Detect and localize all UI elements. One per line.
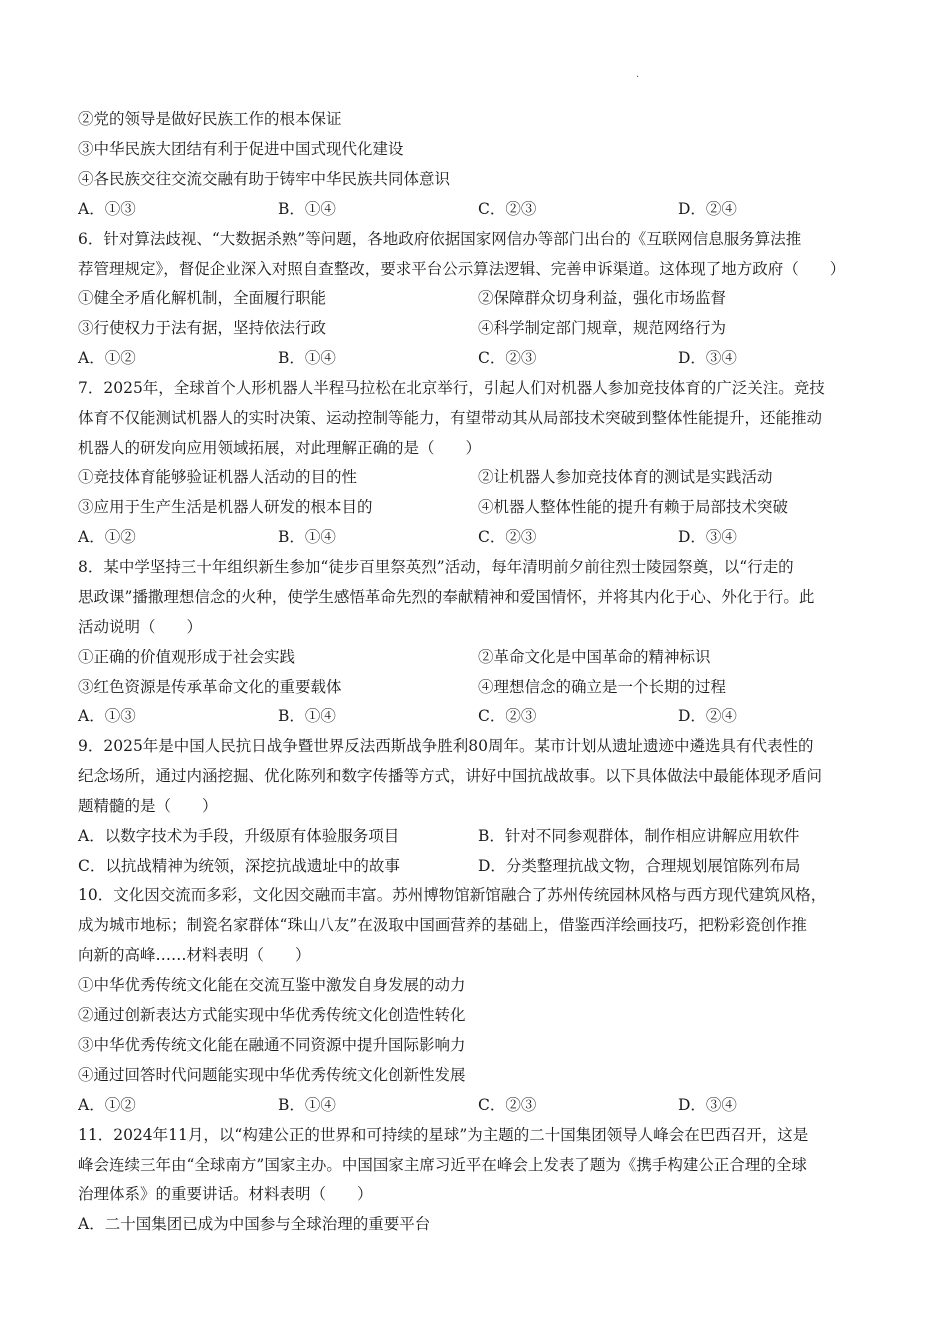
q6-option-c: C．②③ xyxy=(478,349,537,367)
q10-stem-line-3: 向新的高峰……材料表明（ ） xyxy=(78,946,311,964)
q10-option-c: C．②③ xyxy=(478,1096,537,1114)
q7-statement-4: ④机器人整体性能的提升有赖于局部技术突破 xyxy=(478,498,789,516)
q10-stem-line-1: 10．文化因交流而多彩，文化因交融而丰富。苏州博物馆新馆融合了苏州传统园林风格与西方现代建筑风格， xyxy=(78,886,827,904)
q10-statement-3: ③中华优秀传统文化能在融通不同资源中提升国际影响力 xyxy=(78,1036,466,1054)
q11-stem-line-3: 治理体系》的重要讲话。材料表明（ ） xyxy=(78,1185,373,1203)
q10-option-d: D．③④ xyxy=(678,1096,737,1114)
q7-stem-line-3: 机器人的研发向应用领域拓展，对此理解正确的是（ ） xyxy=(78,439,482,457)
q9-stem-line-2: 纪念场所，通过内涵挖掘、优化陈列和数字传播等方式，讲好中国抗战故事。以下具体做法中最能体现矛盾问 xyxy=(78,767,823,785)
q9-choice-d: D．分类整理抗战文物，合理规划展馆陈列布局 xyxy=(478,857,801,875)
q10-statement-1: ①中华优秀传统文化能在交流互鉴中激发自身发展的动力 xyxy=(78,976,466,994)
q8-option-a: A．①③ xyxy=(78,707,136,725)
q11-stem-line-1: 11．2024年11月，以“构建公正的世界和可持续的星球”为主题的二十国集团领导人峰会在巴西召开，这是 xyxy=(78,1126,809,1144)
q5-option-d: D．②④ xyxy=(678,200,737,218)
q11-choice-a: A．二十国集团已成为中国参与全球治理的重要平台 xyxy=(78,1215,431,1233)
q6-statement-4: ④科学制定部门规章，规范网络行为 xyxy=(478,319,727,337)
q10-option-a: A．①② xyxy=(78,1096,136,1114)
q9-choice-b: B．针对不同参观群体，制作相应讲解应用软件 xyxy=(478,827,800,845)
q8-statement-4: ④理想信念的确立是一个长期的过程 xyxy=(478,678,727,696)
q10-stem-line-2: 成为城市地标；制瓷名家群体“珠山八友”在汲取中国画营养的基础上，借鉴西洋绘画技巧，把粉彩瓷创作推 xyxy=(78,916,807,934)
q6-statement-1: ①健全矛盾化解机制，全面履行职能 xyxy=(78,289,327,307)
q7-statement-2: ②让机器人参加竞技体育的测试是实践活动 xyxy=(478,468,773,486)
header-mark: · xyxy=(636,72,640,83)
q10-statement-2: ②通过创新表达方式能实现中华优秀传统文化创造性转化 xyxy=(78,1006,466,1024)
q8-stem-line-2: 思政课”播撒理想信念的火种，使学生感悟革命先烈的奉献精神和爱国情怀，并将其内化于心、外化于行。此 xyxy=(78,588,815,606)
q11-stem-line-2: 峰会连续三年由“全球南方”国家主办。中国国家主席习近平在峰会上发表了题为《携手构建公正合理的全球 xyxy=(78,1156,807,1174)
q9-stem-line-3: 题精髓的是（ ） xyxy=(78,797,218,815)
q6-option-a: A．①② xyxy=(78,349,136,367)
q8-stem-line-3: 活动说明（ ） xyxy=(78,618,203,636)
q6-option-d: D．③④ xyxy=(678,349,737,367)
q8-option-d: D．②④ xyxy=(678,707,737,725)
q6-stem-line-1: 6．针对算法歧视、“大数据杀熟”等问题，各地政府依据国家网信办等部门出台的《互联网信息服务算法推 xyxy=(78,230,802,248)
q6-stem-line-2: 荐管理规定》，督促企业深入对照自查整改，要求平台公示算法逻辑、完善申诉渠道。这体现了地方政府（ ） xyxy=(78,260,846,278)
q5-option-a: A．①③ xyxy=(78,200,136,218)
q7-option-c: C．②③ xyxy=(478,528,537,546)
q5-statement-3: ③中华民族大团结有利于促进中国式现代化建设 xyxy=(78,140,404,158)
q7-stem-line-1: 7．2025年，全球首个人形机器人半程马拉松在北京举行，引起人们对机器人参加竞技体育的广泛关注。竞技 xyxy=(78,379,825,397)
q10-option-b: B．①④ xyxy=(278,1096,336,1114)
q7-option-a: A．①② xyxy=(78,528,136,546)
q8-statement-2: ②革命文化是中国革命的精神标识 xyxy=(478,648,711,666)
q6-option-b: B．①④ xyxy=(278,349,336,367)
q7-stem-line-2: 体育不仅能测试机器人的实时决策、运动控制等能力，有望带动其从局部技术突破到整体性能提升，还能推动 xyxy=(78,409,823,427)
q7-option-d: D．③④ xyxy=(678,528,737,546)
q6-statement-2: ②保障群众切身利益，强化市场监督 xyxy=(478,289,727,307)
q8-stem-line-1: 8．某中学坚持三十年组织新生参加“徒步百里祭英烈”活动，每年清明前夕前往烈士陵园祭奠，以“行走的 xyxy=(78,558,794,576)
q8-statement-1: ①正确的价值观形成于社会实践 xyxy=(78,648,296,666)
q8-statement-3: ③红色资源是传承革命文化的重要载体 xyxy=(78,678,342,696)
q7-statement-1: ①竞技体育能够验证机器人活动的目的性 xyxy=(78,468,358,486)
q6-statement-3: ③行使权力于法有据，坚持依法行政 xyxy=(78,319,327,337)
q8-option-c: C．②③ xyxy=(478,707,537,725)
q9-choice-c: C．以抗战精神为统领，深挖抗战遗址中的故事 xyxy=(78,857,400,875)
q8-option-b: B．①④ xyxy=(278,707,336,725)
q5-statement-4: ④各民族交往交流交融有助于铸牢中华民族共同体意识 xyxy=(78,170,451,188)
q9-choice-a: A．以数字技术为手段，升级原有体验服务项目 xyxy=(78,827,400,845)
q5-option-c: C．②③ xyxy=(478,200,537,218)
q10-statement-4: ④通过回答时代问题能实现中华优秀传统文化创新性发展 xyxy=(78,1066,466,1084)
q5-option-b: B．①④ xyxy=(278,200,336,218)
q7-statement-3: ③应用于生产生活是机器人研发的根本目的 xyxy=(78,498,373,516)
q7-option-b: B．①④ xyxy=(278,528,336,546)
q9-stem-line-1: 9．2025年是中国人民抗日战争暨世界反法西斯战争胜利80周年。某市计划从遗址遗迹中遴选具有代表性的 xyxy=(78,737,814,755)
q5-statement-2: ②党的领导是做好民族工作的根本保证 xyxy=(78,110,342,128)
